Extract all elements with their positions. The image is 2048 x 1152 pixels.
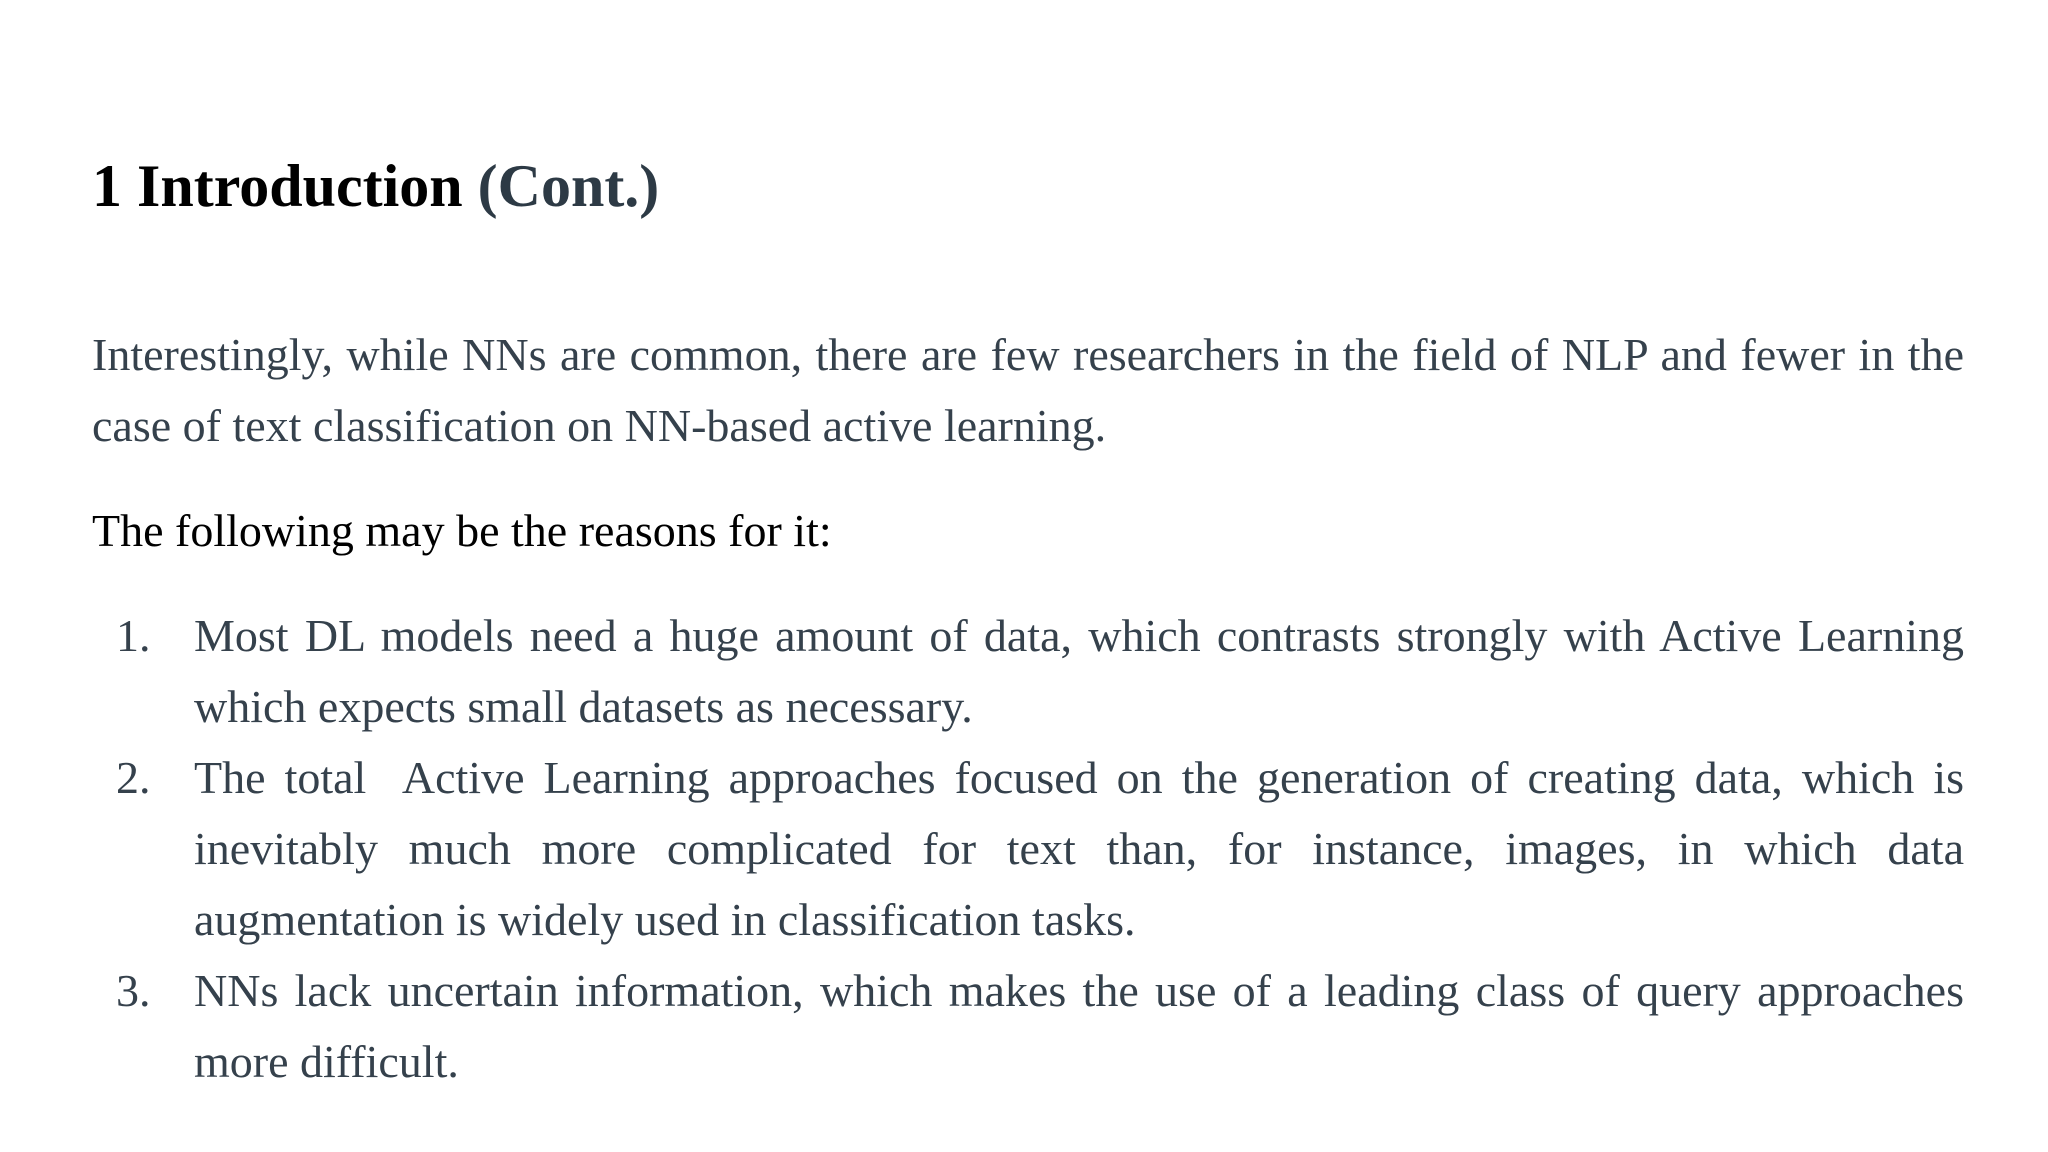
reason-item-1	[92, 600, 1964, 742]
reason-text: Most DL models need a huge amount of data, which contrasts strongly with Active Learning which expects small datasets as necessary.	[194, 610, 1964, 732]
reason-item-2	[92, 742, 1976, 955]
reasons-list	[92, 600, 1976, 1097]
intro-paragraph: Interestingly, while NNs are common, there are few researchers in the field of NLP and fewer in the case of text classification on NN-based active learning.	[92, 329, 1964, 451]
title-cont: (Cont.)	[477, 153, 660, 219]
reason-item-3	[92, 955, 1964, 1097]
reasons-lead: The following may be the reasons for it:	[92, 505, 832, 556]
slide-title	[92, 146, 659, 226]
reason-number: 3.	[116, 965, 151, 1016]
reason-text: NNs lack uncertain information, which makes the use of a leading class of query approaches more difficult.	[194, 965, 1964, 1087]
reason-number: 1.	[116, 610, 151, 661]
reason-number: 2.	[116, 752, 151, 803]
slide-content	[92, 319, 1976, 1097]
title-main: 1 Introduction	[92, 153, 463, 219]
reason-text: The total Active Learning approaches focused on the generation of creating data, which is inevitably much more complicated for text than, for instance, images, in which data augmentation is widely used in classification tasks.	[194, 752, 1976, 945]
